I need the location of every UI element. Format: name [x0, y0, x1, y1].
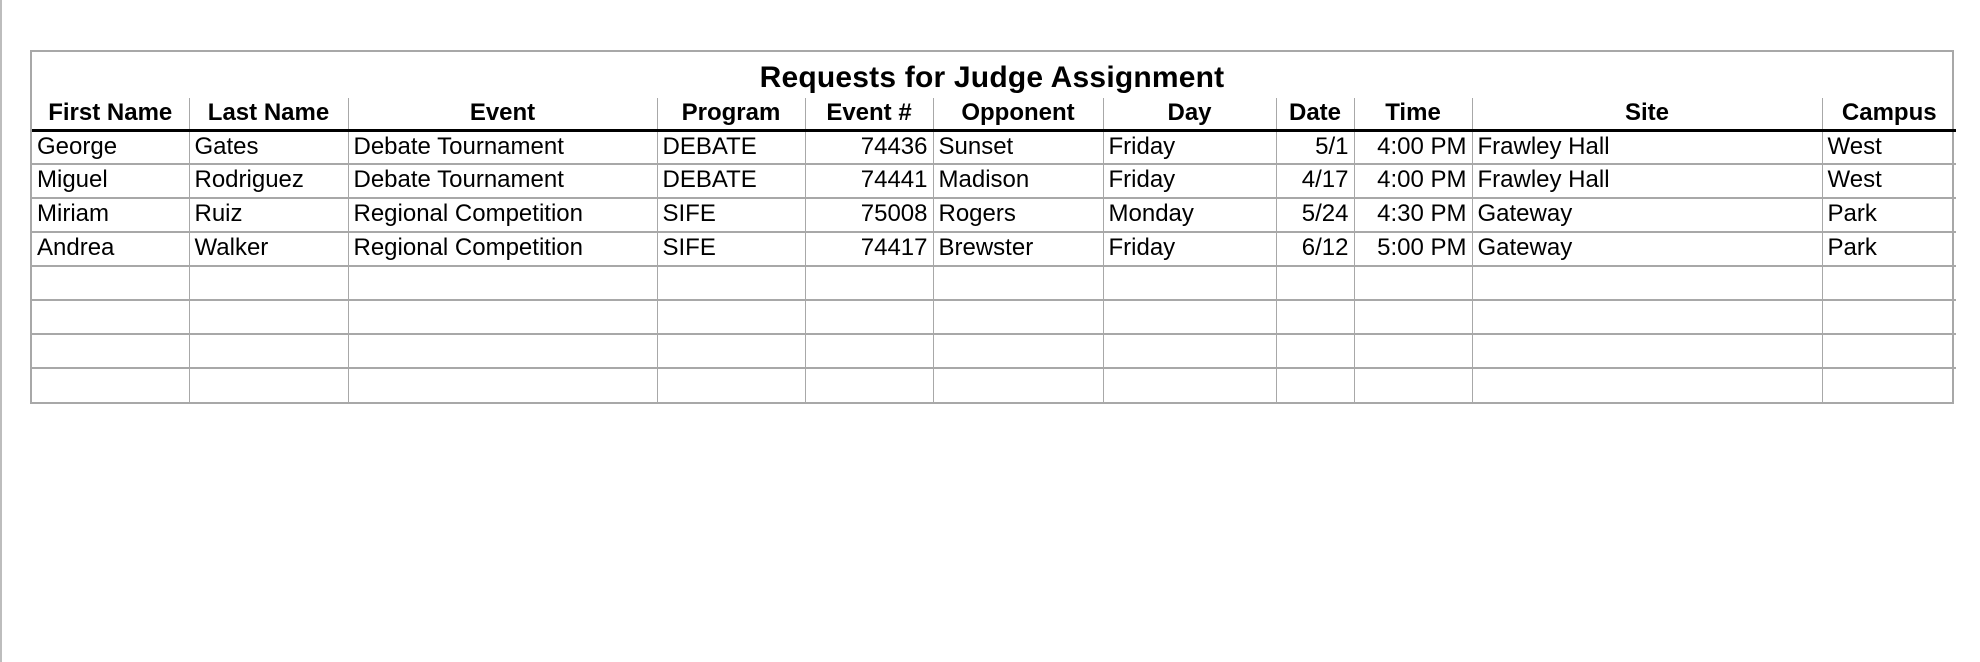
col-event: Event — [348, 98, 657, 130]
cell-last-name[interactable] — [189, 300, 348, 334]
table-row — [32, 300, 1956, 334]
cell-date[interactable] — [1276, 266, 1354, 300]
sheet-title: Requests for Judge Assignment — [759, 61, 1225, 94]
cell-date[interactable] — [1276, 334, 1354, 368]
cell-first-name[interactable]: George — [32, 130, 189, 164]
cell-time[interactable] — [1354, 300, 1472, 334]
col-event-number: Event # — [805, 98, 933, 130]
cell-event-number[interactable]: 75008 — [805, 198, 933, 232]
cell-time[interactable] — [1354, 334, 1472, 368]
cell-campus[interactable]: Park — [1822, 198, 1956, 232]
cell-site[interactable]: Frawley Hall — [1472, 164, 1822, 198]
cell-opponent[interactable] — [933, 334, 1103, 368]
cell-site[interactable]: Gateway — [1472, 198, 1822, 232]
cell-event[interactable]: Debate Tournament — [348, 164, 657, 198]
table-row — [32, 334, 1956, 368]
cell-program[interactable]: DEBATE — [657, 164, 805, 198]
cell-event-number[interactable]: 74436 — [805, 130, 933, 164]
cell-event[interactable] — [348, 334, 657, 368]
cell-event[interactable] — [348, 300, 657, 334]
table-row — [32, 130, 1956, 164]
col-date: Date — [1276, 98, 1354, 130]
cell-date[interactable]: 5/1 — [1276, 130, 1354, 164]
cell-site[interactable] — [1472, 266, 1822, 300]
col-program: Program — [657, 98, 805, 130]
cell-first-name[interactable]: Miguel — [32, 164, 189, 198]
cell-opponent[interactable]: Sunset — [933, 130, 1103, 164]
judge-assignment-table — [32, 98, 1956, 402]
cell-campus[interactable] — [1822, 300, 1956, 334]
cell-time[interactable]: 4:30 PM — [1354, 198, 1472, 232]
col-time: Time — [1354, 98, 1472, 130]
cell-day[interactable]: Friday — [1103, 164, 1276, 198]
cell-day[interactable]: Friday — [1103, 130, 1276, 164]
cell-event[interactable]: Regional Competition — [348, 198, 657, 232]
cell-event-number[interactable] — [805, 300, 933, 334]
cell-first-name[interactable]: Andrea — [32, 232, 189, 266]
cell-first-name[interactable]: Miriam — [32, 198, 189, 232]
cell-day[interactable] — [1103, 266, 1276, 300]
cell-event[interactable]: Debate Tournament — [348, 130, 657, 164]
cell-day[interactable] — [1103, 300, 1276, 334]
col-opponent: Opponent — [933, 98, 1103, 130]
cell-last-name[interactable] — [189, 266, 348, 300]
judge-request-sheet — [30, 50, 1954, 404]
cell-last-name[interactable] — [189, 368, 348, 402]
cell-date[interactable]: 4/17 — [1276, 164, 1354, 198]
col-day: Day — [1103, 98, 1276, 130]
cell-program[interactable]: SIFE — [657, 198, 805, 232]
cell-event-number[interactable]: 74441 — [805, 164, 933, 198]
cell-opponent[interactable] — [933, 300, 1103, 334]
cell-event[interactable]: Regional Competition — [348, 232, 657, 266]
cell-day[interactable]: Friday — [1103, 232, 1276, 266]
cell-event-number[interactable]: 74417 — [805, 232, 933, 266]
cell-opponent[interactable] — [933, 368, 1103, 402]
cell-day[interactable]: Monday — [1103, 198, 1276, 232]
cell-event[interactable] — [348, 368, 657, 402]
cell-event-number[interactable] — [805, 334, 933, 368]
col-last-name: Last Name — [189, 98, 348, 130]
cell-campus[interactable] — [1822, 334, 1956, 368]
cell-first-name[interactable] — [32, 266, 189, 300]
cell-site[interactable]: Gateway — [1472, 232, 1822, 266]
table-body — [32, 130, 1956, 402]
cell-time[interactable]: 5:00 PM — [1354, 232, 1472, 266]
cell-campus[interactable] — [1822, 266, 1956, 300]
cell-time[interactable]: 4:00 PM — [1354, 130, 1472, 164]
page-edge — [0, 0, 2, 662]
cell-date[interactable] — [1276, 300, 1354, 334]
col-first-name: First Name — [32, 98, 189, 130]
cell-day[interactable] — [1103, 334, 1276, 368]
cell-first-name[interactable] — [32, 334, 189, 368]
cell-time[interactable] — [1354, 266, 1472, 300]
cell-time[interactable] — [1354, 368, 1472, 402]
cell-campus[interactable]: West — [1822, 164, 1956, 198]
col-campus: Campus — [1822, 98, 1956, 130]
table-row — [32, 266, 1956, 300]
cell-program[interactable] — [657, 266, 805, 300]
cell-program[interactable] — [657, 334, 805, 368]
table-row — [32, 164, 1956, 198]
cell-last-name[interactable]: Walker — [189, 232, 348, 266]
cell-event-number[interactable] — [805, 368, 933, 402]
cell-date[interactable]: 5/24 — [1276, 198, 1354, 232]
cell-site[interactable] — [1472, 300, 1822, 334]
cell-last-name[interactable]: Rodriguez — [189, 164, 348, 198]
cell-last-name[interactable] — [189, 334, 348, 368]
table-row — [32, 232, 1956, 266]
cell-event-number[interactable] — [805, 266, 933, 300]
cell-program[interactable]: SIFE — [657, 232, 805, 266]
cell-campus[interactable] — [1822, 368, 1956, 402]
cell-event[interactable] — [348, 266, 657, 300]
table-row — [32, 198, 1956, 232]
cell-site[interactable] — [1472, 368, 1822, 402]
cell-first-name[interactable] — [32, 368, 189, 402]
cell-opponent[interactable]: Rogers — [933, 198, 1103, 232]
cell-program[interactable]: DEBATE — [657, 130, 805, 164]
cell-date[interactable] — [1276, 368, 1354, 402]
cell-campus[interactable]: Park — [1822, 232, 1956, 266]
cell-program[interactable] — [657, 300, 805, 334]
cell-opponent[interactable]: Madison — [933, 164, 1103, 198]
cell-program[interactable] — [657, 368, 805, 402]
col-site: Site — [1472, 98, 1822, 130]
header-row — [32, 98, 1956, 130]
table-row — [32, 368, 1956, 402]
cell-site[interactable] — [1472, 334, 1822, 368]
cell-opponent[interactable]: Brewster — [933, 232, 1103, 266]
cell-first-name[interactable] — [32, 300, 189, 334]
cell-time[interactable]: 4:00 PM — [1354, 164, 1472, 198]
cell-last-name[interactable]: Ruiz — [189, 198, 348, 232]
cell-opponent[interactable] — [933, 266, 1103, 300]
cell-campus[interactable]: West — [1822, 130, 1956, 164]
cell-site[interactable]: Frawley Hall — [1472, 130, 1822, 164]
cell-day[interactable] — [1103, 368, 1276, 402]
cell-last-name[interactable]: Gates — [189, 130, 348, 164]
cell-date[interactable]: 6/12 — [1276, 232, 1354, 266]
